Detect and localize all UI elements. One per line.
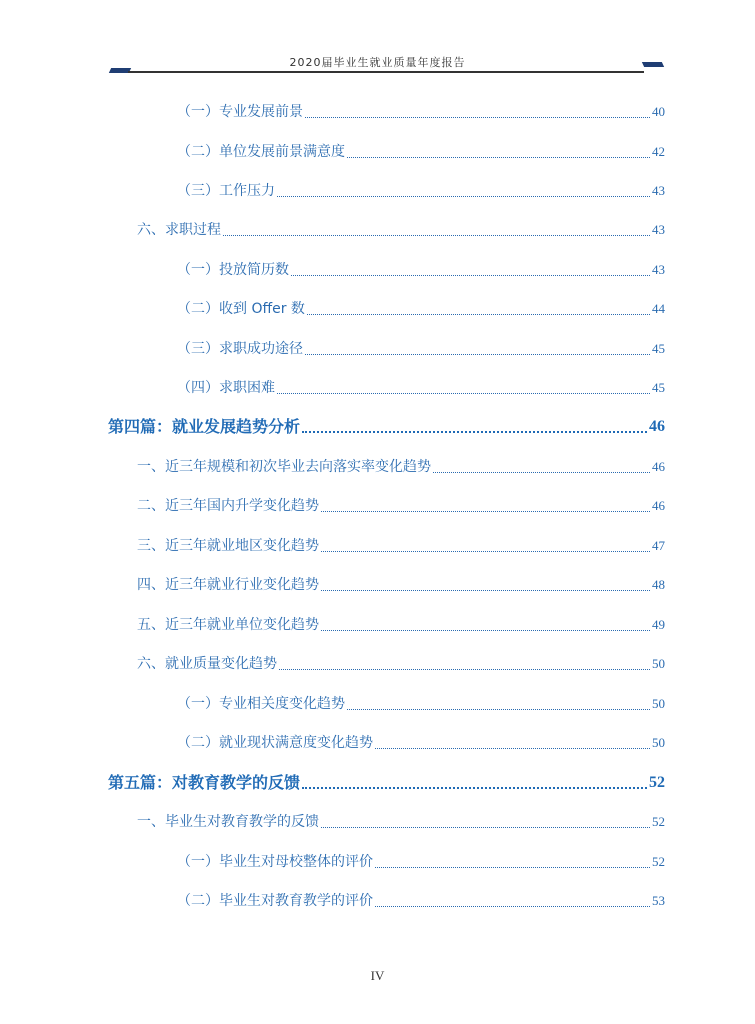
toc-entry[interactable]	[137, 455, 665, 477]
toc-dot-leader	[291, 275, 650, 276]
toc-entry[interactable]	[177, 850, 665, 872]
toc-entry[interactable]	[177, 140, 665, 162]
toc-dot-leader	[302, 787, 647, 789]
toc-entry-label: （一）专业相关度变化趋势	[177, 696, 345, 712]
toc-entry[interactable]	[137, 613, 665, 635]
toc-entry[interactable]	[137, 810, 665, 832]
toc-entry-label: （一）毕业生对母校整体的评价	[177, 854, 373, 870]
toc-entry-page: 47	[652, 538, 665, 553]
toc-entry[interactable]	[177, 337, 665, 359]
toc-dot-leader	[347, 157, 650, 158]
toc-entry-page: 43	[652, 183, 665, 198]
toc-entry-label: （一）专业发展前景	[177, 104, 303, 120]
toc-dot-leader	[375, 906, 650, 907]
toc-dot-leader	[307, 314, 650, 315]
toc-entry-label: 第五篇：对教育教学的反馈	[108, 773, 301, 792]
toc-dot-leader	[305, 117, 650, 118]
toc-entry[interactable]	[137, 494, 665, 516]
toc-entry-label: （二）就业现状满意度变化趋势	[177, 735, 373, 751]
toc-entry[interactable]	[137, 652, 665, 674]
toc-dot-leader	[321, 827, 650, 828]
toc-chapter-entry[interactable]	[108, 415, 665, 437]
toc-entry-page: 43	[652, 262, 665, 277]
toc-entry-label: （二）单位发展前景满意度	[177, 144, 345, 160]
toc-chapter-entry[interactable]	[108, 771, 665, 793]
toc-entry-label: 一、近三年规模和初次毕业去向落实率变化趋势	[137, 459, 431, 475]
toc-entry[interactable]	[177, 731, 665, 753]
toc-entry-page: 48	[652, 577, 665, 592]
toc-dot-leader	[375, 867, 650, 868]
toc-entry-label: （三）求职成功途径	[177, 341, 303, 357]
toc-entry[interactable]	[137, 534, 665, 556]
toc-entry-page: 40	[652, 104, 665, 119]
toc-entry-label: 六、就业质量变化趋势	[137, 656, 277, 672]
toc-entry-page: 53	[652, 893, 665, 908]
toc-entry-page: 45	[652, 341, 665, 356]
toc-dot-leader	[277, 196, 650, 197]
toc-entry-label: 三、近三年就业地区变化趋势	[137, 538, 319, 554]
toc-entry-label: （二）收到 Offer 数	[177, 301, 305, 317]
toc-dot-leader	[321, 551, 650, 552]
toc-entry[interactable]	[137, 218, 665, 240]
toc-dot-leader	[279, 669, 650, 670]
toc-entry-label: （二）毕业生对教育教学的评价	[177, 893, 373, 909]
toc-dot-leader	[277, 393, 650, 394]
toc-entry-page: 49	[652, 617, 665, 632]
toc-entry-label: 四、近三年就业行业变化趋势	[137, 577, 319, 593]
toc-entry-page: 52	[652, 854, 665, 869]
toc-entry[interactable]	[177, 258, 665, 280]
toc-entry-page: 52	[649, 774, 665, 791]
toc-entry-page: 42	[652, 144, 665, 159]
toc-dot-leader	[305, 354, 650, 355]
toc-entry-page: 50	[652, 735, 665, 750]
toc-entry[interactable]	[137, 573, 665, 595]
toc-entry-label: 六、求职过程	[137, 222, 221, 238]
page-number: IV	[370, 968, 385, 983]
toc-entry-label: 五、近三年就业单位变化趋势	[137, 617, 319, 633]
toc-dot-leader	[433, 472, 650, 473]
toc-entry-label: 二、近三年国内升学变化趋势	[137, 498, 319, 514]
toc-entry-page: 44	[652, 301, 665, 316]
toc-entry-label: （四）求职困难	[177, 380, 275, 396]
toc-dot-leader	[321, 590, 650, 591]
toc-entry-label: 一、毕业生对教育教学的反馈	[137, 814, 319, 830]
toc-dot-leader	[302, 431, 647, 433]
toc-entry-page: 46	[652, 459, 665, 474]
toc-entry-label: （三）工作压力	[177, 183, 275, 199]
toc-entry-label: 第四篇：就业发展趋势分析	[108, 417, 301, 436]
toc-entry-page: 50	[652, 656, 665, 671]
toc-entry-page: 52	[652, 814, 665, 829]
toc-entry[interactable]	[177, 692, 665, 714]
toc-entry[interactable]	[177, 179, 665, 201]
toc-dot-leader	[321, 511, 650, 512]
toc-dot-leader	[347, 709, 650, 710]
toc-entry-page: 50	[652, 696, 665, 711]
toc-entry-page: 46	[649, 418, 665, 435]
toc-entry[interactable]	[177, 889, 665, 911]
toc-entry-page: 45	[652, 380, 665, 395]
toc-entry-page: 43	[652, 222, 665, 237]
toc-entry-page: 46	[652, 498, 665, 513]
toc-dot-leader	[321, 630, 650, 631]
header-title: 2020届毕业生就业质量年度报告	[289, 56, 466, 69]
toc-dot-leader	[375, 748, 650, 749]
toc-dot-leader	[223, 235, 650, 236]
toc-entry-label: （一）投放简历数	[177, 262, 289, 278]
toc-entry[interactable]	[177, 297, 665, 319]
toc-entry[interactable]	[177, 100, 665, 122]
toc-entry[interactable]	[177, 376, 665, 398]
